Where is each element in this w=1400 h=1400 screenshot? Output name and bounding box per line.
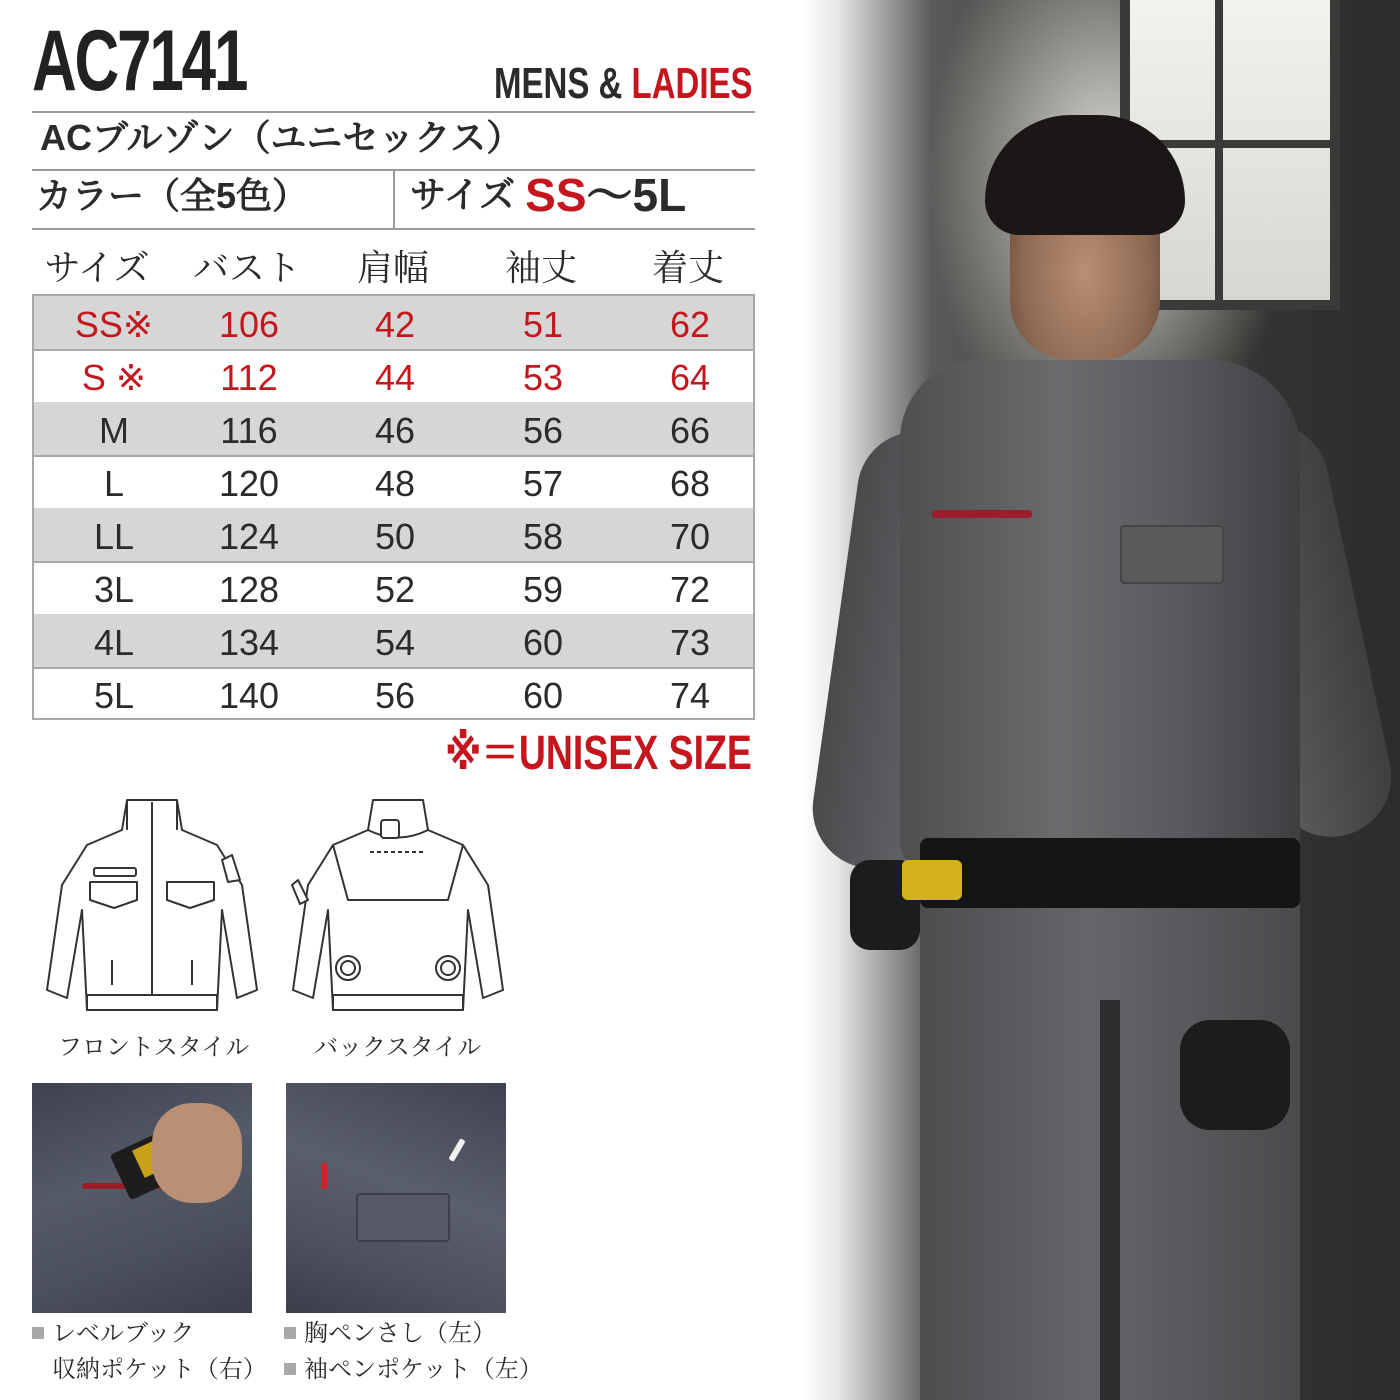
cell-size: M (99, 410, 129, 451)
cell-sleeve: 58 (522, 516, 564, 557)
product-title: ACブルゾン（ユニセックス） (40, 117, 523, 158)
cell-length: 74 (669, 675, 711, 716)
pocket-flap (356, 1193, 450, 1242)
right-glove (1180, 1020, 1290, 1130)
detail-caption-left-2: 収納ポケット（右） (52, 1356, 267, 1383)
cell-bust: 112 (220, 357, 278, 398)
color-count: カラー（全5色） (36, 175, 309, 216)
cell-sleeve: 56 (522, 410, 564, 451)
bullet-square (284, 1327, 296, 1339)
cell-size: L (103, 463, 125, 504)
cell-size: S ※ (81, 357, 147, 398)
cell-length: 68 (669, 463, 711, 504)
detail-photo-pen-pockets (286, 1083, 506, 1313)
cell-sleeve: 60 (522, 675, 564, 716)
unisex-note: ※＝UNISEX SIZE (445, 727, 752, 780)
cell-length: 70 (669, 516, 711, 557)
chest-pocket-flap (1120, 525, 1224, 584)
col-header-length: 着丈 (651, 247, 724, 288)
table-row (34, 455, 753, 510)
hand (152, 1103, 242, 1203)
detail-photo-level-book-pocket (32, 1083, 252, 1313)
table-row (34, 667, 753, 720)
cell-sleeve: 57 (522, 463, 564, 504)
cell-shoulder: 50 (374, 516, 416, 557)
detail-caption-right-2: 袖ペンポケット（左） (284, 1358, 543, 1382)
detail-caption-left-1: レベルブック (32, 1322, 194, 1346)
divider (32, 228, 755, 230)
tool-pouch-tag (902, 860, 962, 900)
size-range-min: SS (525, 169, 587, 221)
table-row (34, 561, 753, 616)
bullet-square (284, 1363, 296, 1375)
cell-size: 3L (93, 569, 135, 610)
chest-pocket-zipper (932, 510, 1032, 518)
cell-length: 62 (669, 304, 711, 345)
cell-sleeve: 59 (522, 569, 564, 610)
divider (32, 111, 755, 113)
cell-sleeve: 60 (522, 622, 564, 663)
bullet-square (32, 1327, 44, 1339)
front-style-caption: フロントスタイル (58, 1034, 250, 1061)
col-header-shoulder: 肩幅 (356, 247, 429, 288)
tool-belt (920, 838, 1300, 908)
sleeve-pen (448, 1138, 465, 1162)
model-jacket (900, 360, 1300, 880)
table-row (34, 402, 753, 457)
col-header-size: サイズ (44, 247, 150, 288)
cell-length: 73 (669, 622, 711, 663)
cell-bust: 120 (218, 463, 280, 504)
table-row (34, 508, 753, 563)
model-number: AC7141 (32, 13, 247, 109)
cell-length: 64 (669, 357, 711, 398)
cell-shoulder: 44 (374, 357, 416, 398)
cell-bust: 106 (218, 304, 280, 345)
cell-shoulder: 54 (374, 622, 416, 663)
size-range-max: 〜5L (586, 169, 687, 221)
back-style-drawing (278, 790, 518, 1030)
table-row (34, 349, 753, 404)
cell-shoulder: 46 (374, 410, 416, 451)
cell-bust: 128 (218, 569, 280, 610)
col-header-bust: バスト (192, 247, 301, 288)
back-style-caption: バックスタイル (314, 1034, 482, 1061)
cell-length: 72 (669, 569, 711, 610)
pants-seam (1100, 1000, 1120, 1400)
table-row (34, 614, 753, 669)
cell-size: 4L (93, 622, 135, 663)
cell-bust: 116 (220, 410, 278, 451)
cell-bust: 140 (218, 675, 280, 716)
cell-size: SS※ (74, 304, 154, 345)
cell-shoulder: 42 (374, 304, 416, 345)
chest-pen (321, 1163, 327, 1189)
cell-size: LL (93, 516, 135, 557)
gender-ladies: LADIES (631, 59, 753, 108)
cell-sleeve: 53 (522, 357, 564, 398)
gender-mens: MENS (494, 59, 590, 108)
size-range-label: サイズ (410, 174, 516, 215)
size-range (410, 169, 687, 221)
window-mullion (1215, 0, 1223, 300)
cell-shoulder: 48 (374, 463, 416, 504)
front-style-drawing (32, 790, 272, 1030)
divider-vertical (393, 171, 395, 228)
cell-shoulder: 56 (374, 675, 416, 716)
table-row (34, 296, 753, 351)
gender-amp: & (598, 59, 623, 108)
detail-caption-right-1: 胸ペンさし（左） (284, 1322, 496, 1346)
cell-bust: 124 (218, 516, 280, 557)
gender-label (494, 59, 753, 108)
size-table (32, 294, 755, 720)
cell-shoulder: 52 (374, 569, 416, 610)
cell-bust: 134 (218, 622, 280, 663)
cell-size: 5L (93, 675, 135, 716)
col-header-sleeve: 袖丈 (504, 247, 577, 288)
cell-sleeve: 51 (522, 304, 564, 345)
cell-length: 66 (669, 410, 711, 451)
